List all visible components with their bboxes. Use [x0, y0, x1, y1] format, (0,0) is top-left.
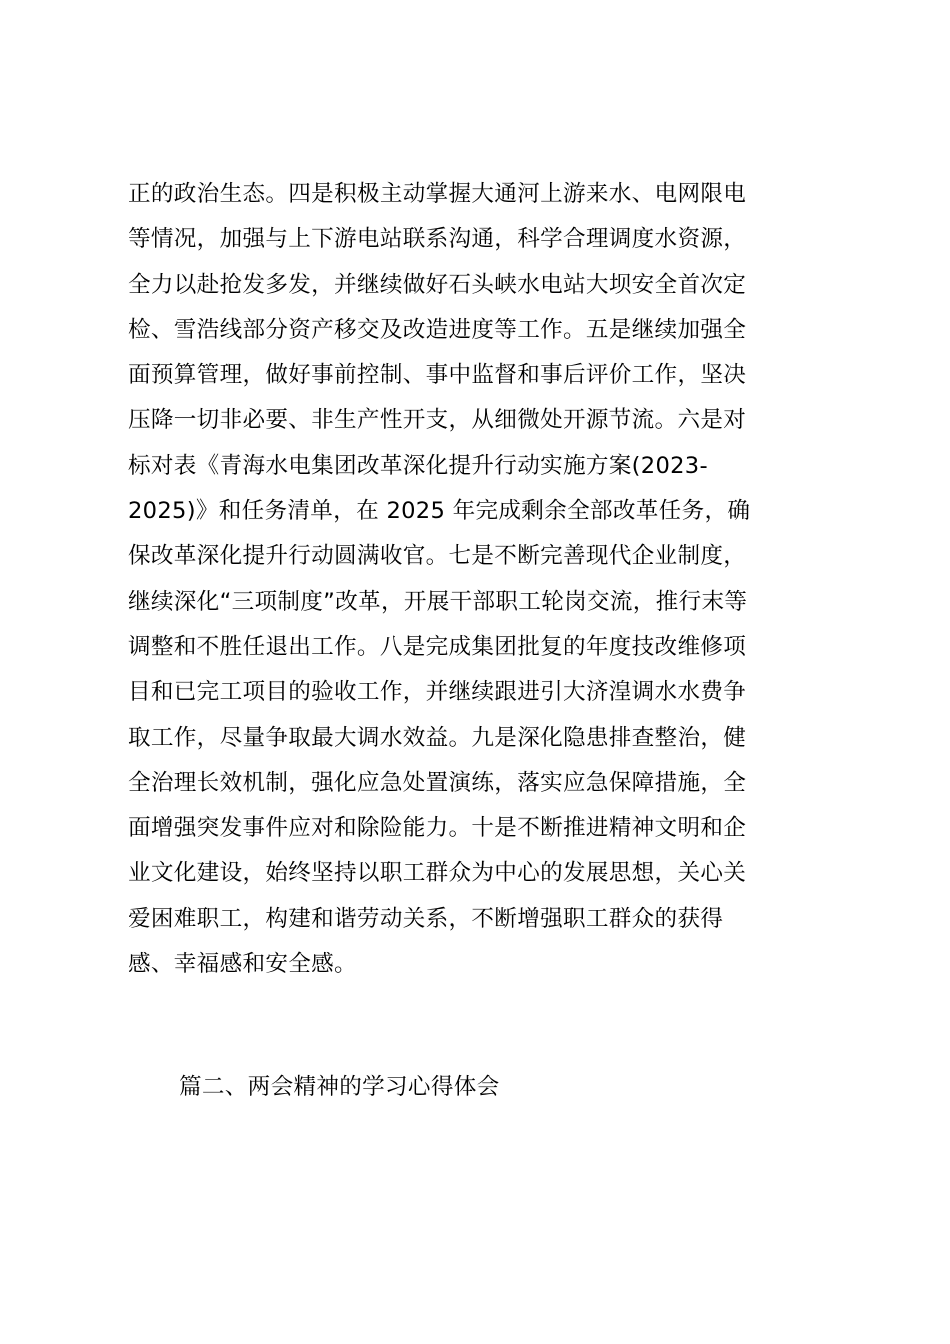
paragraph-line: 目和已完工项目的验收工作，并继续跟进引大济湟调水水费争 — [128, 679, 747, 706]
paragraph-line: 面预算管理，做好事前控制、事中监督和事后评价工作，坚决 — [128, 362, 747, 389]
paragraph-line: 取工作，尽量争取最大调水效益。九是深化隐患排查整治，健 — [128, 724, 747, 751]
paragraph-line: 感、幸福感和安全感。 — [128, 951, 357, 978]
paragraph-line: 继续深化“三项制度”改革，开展干部职工轮岗交流，推行末等 — [128, 588, 748, 615]
section-heading: 篇二、两会精神的学习心得体会 — [179, 1074, 500, 1100]
paragraph-line: 爱困难职工，构建和谐劳动关系，不断增强职工群众的获得 — [128, 905, 724, 932]
body-paragraph — [128, 172, 828, 987]
paragraph-line: 全治理长效机制，强化应急处置演练，落实应急保障措施，全 — [128, 769, 747, 796]
paragraph-line: 全力以赴抢发多发，并继续做好石头峡水电站大坝安全首次定 — [128, 271, 747, 298]
paragraph-line: 等情况，加强与上下游电站联系沟通，科学合理调度水资源， — [128, 226, 747, 253]
paragraph-line: 检、雪浩线部分资产移交及改造进度等工作。五是继续加强全 — [128, 316, 747, 343]
paragraph-line: 压降一切非必要、非生产性开支，从细微处开源节流。六是对 — [128, 407, 747, 434]
paragraph-line: 调整和不胜任退出工作。八是完成集团批复的年度技改维修项 — [128, 633, 747, 660]
paragraph-line: 面增强突发事件应对和除险能力。十是不断推进精神文明和企 — [128, 815, 747, 842]
paragraph-line: 正的政治生态。四是积极主动掌握大通河上游来水、电网限电 — [128, 181, 747, 207]
paragraph-line: 2025)》和任务清单，在 2025 年完成剩余全部改革任务，确 — [128, 498, 751, 525]
paragraph-line: 业文化建设，始终坚持以职工群众为中心的发展思想，关心关 — [128, 860, 747, 887]
paragraph-line: 标对表《青海水电集团改革深化提升行动实施方案(2023- — [128, 452, 708, 479]
paragraph-line: 保改革深化提升行动圆满收官。七是不断完善现代企业制度， — [128, 543, 747, 570]
